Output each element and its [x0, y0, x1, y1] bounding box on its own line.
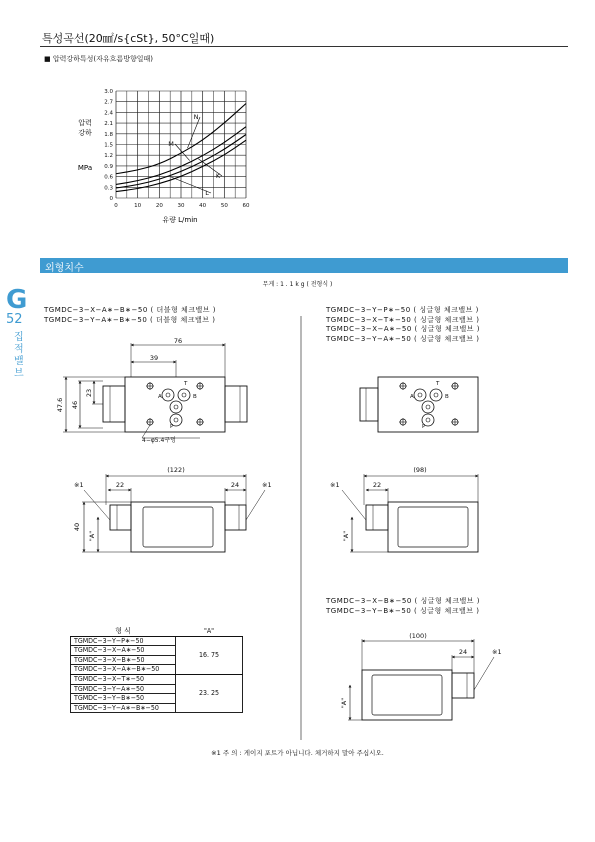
- chapter-badge: G: [6, 285, 28, 315]
- y-tick-label: 2.1: [104, 121, 113, 128]
- series-label-m: M: [168, 140, 174, 148]
- chart-xlabel: 유량 L/min: [162, 216, 198, 224]
- x-tick-label: 10: [134, 203, 142, 209]
- table-header-model: 형 식: [71, 627, 176, 636]
- x-tick-label: 50: [220, 203, 228, 209]
- dim-23: 23: [85, 388, 93, 398]
- y-tick-label: 0.6: [104, 174, 113, 181]
- model-line: TGMDC−3−Y−B∗−50 ( 싱글형 체크밸브 ): [326, 606, 480, 615]
- x-tick-label: 40: [199, 203, 207, 209]
- table-cell-model: TGMDC−3−Y−A∗−50: [71, 684, 176, 694]
- table-cell-model: TGMDC−3−X−A∗−50: [71, 646, 176, 656]
- y-tick-label: 2.4: [104, 110, 113, 117]
- dim-122: (122): [167, 466, 185, 474]
- star1-right: ※1: [330, 481, 340, 489]
- model-table: [70, 627, 243, 713]
- dim-100: (100): [409, 632, 427, 640]
- port-b-right: B: [445, 394, 449, 400]
- star1-left-b: ※1: [262, 481, 272, 489]
- y-tick-label: 0: [109, 196, 113, 202]
- table-cell-model: TGMDC−3−X−T∗−50: [71, 674, 176, 684]
- dim-47-6: 47.6: [56, 397, 64, 413]
- weight-text: 무게 : 1 . 1 k g ( 전형식 ): [262, 281, 333, 288]
- port-p-left: P: [170, 424, 174, 430]
- section-title: 특성곡선(20㎟/s{cSt}, 50°C일때): [42, 32, 215, 45]
- star1-bottom: ※1: [492, 648, 502, 656]
- port-t-right: T: [436, 381, 440, 387]
- y-tick-label: 1.5: [104, 142, 113, 149]
- y-tick-label: 0.3: [104, 185, 113, 192]
- model-line: TGMDC−3−Y−P∗−50 ( 싱글형 체크밸브 ): [326, 306, 479, 314]
- model-line: TGMDC−3−Y−A∗−50 ( 싱글형 체크밸브 ): [326, 334, 480, 343]
- y-tick-label: 1.8: [104, 131, 113, 138]
- series-label-l: L: [205, 189, 209, 197]
- chart-ylabel-1: 압력: [78, 119, 92, 127]
- dim-24-left: 24: [230, 481, 240, 489]
- table-cell-model: TGMDC−3−Y−P∗−50: [71, 636, 176, 646]
- x-tick-label: 20: [155, 203, 163, 209]
- model-line: TGMDC−3−Y−A∗−B∗−50 ( 더블형 체크밸브 ): [44, 315, 216, 324]
- table-cell-model: TGMDC−3−Y−B∗−50: [71, 694, 176, 704]
- table-cell-model: TGMDC−3−X−B∗−50: [71, 655, 176, 665]
- port-a-left: A: [158, 394, 162, 400]
- model-line: TGMDC−3−X−B∗−50 ( 싱글형 체크밸브 ): [326, 597, 480, 605]
- page-number: 52: [6, 312, 23, 327]
- model-line: TGMDC−3−X−A∗−B∗−50 ( 더블형 체크밸브 ): [44, 306, 217, 314]
- port-a-right: A: [410, 394, 414, 400]
- y-tick-label: 3.0: [104, 89, 113, 95]
- x-tick-label: 30: [177, 203, 185, 209]
- section-bar-title: 외형치수: [45, 263, 84, 274]
- series-label-n: N: [193, 113, 199, 121]
- holes-label: 4−φ5.4구멍: [142, 437, 176, 444]
- dim-a-left: "A": [88, 530, 96, 542]
- table-cell-model: TGMDC−3−X−A∗−B∗−50: [71, 665, 176, 675]
- model-line: TGMDC−3−X−T∗−50 ( 싱글형 체크밸브 ): [326, 315, 480, 324]
- y-tick-label: 0.9: [104, 163, 113, 170]
- x-tick-label: 60: [242, 203, 250, 209]
- chart-ylabel-2: 강하: [78, 129, 92, 137]
- dim-39: 39: [149, 354, 159, 362]
- table-cell-model: TGMDC−3−Y−A∗−B∗−50: [71, 703, 176, 713]
- dim-22-left: 22: [115, 481, 125, 489]
- chart-subtitle: ■ 압력강하특성(자유흐름방향일때): [44, 55, 153, 63]
- dim-76: 76: [173, 337, 183, 345]
- table-header-a: "A": [176, 627, 243, 636]
- table-cell-a: 23. 25: [176, 674, 243, 712]
- chart-ylabel-3: MPa: [77, 164, 93, 172]
- dim-24-bottom: 24: [458, 648, 468, 656]
- port-t-left: T: [184, 381, 188, 387]
- side-label: 집적밸브: [14, 332, 24, 379]
- port-b-left: B: [193, 394, 197, 400]
- y-tick-label: 1.2: [104, 153, 113, 160]
- series-label-k: K: [215, 172, 221, 180]
- dim-a-right: "A": [342, 530, 350, 542]
- port-p-right: P: [422, 424, 426, 430]
- dim-40: 40: [73, 522, 81, 532]
- dim-22-right: 22: [372, 481, 382, 489]
- star1-left-a: ※1: [74, 481, 84, 489]
- x-tick-label: 0: [114, 203, 118, 209]
- y-tick-label: 2.7: [104, 99, 113, 106]
- dim-a-bottom: "A": [340, 697, 348, 709]
- footnote: ※1 주 의 : 게이지 포트가 아닙니다. 체거하지 말아 주십시오.: [211, 749, 384, 757]
- table-cell-a: 16. 75: [176, 636, 243, 674]
- dim-46: 46: [71, 400, 79, 410]
- model-line: TGMDC−3−X−A∗−50 ( 싱글형 체크밸브 ): [326, 325, 480, 333]
- dim-98: (98): [413, 466, 427, 474]
